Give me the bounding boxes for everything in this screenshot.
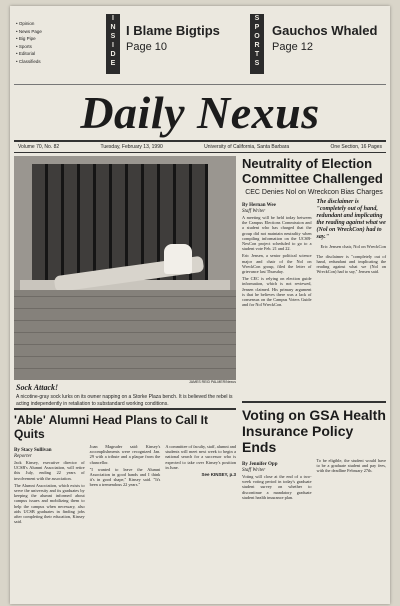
alumni-story xyxy=(14,408,236,526)
gsa-col-2 xyxy=(317,458,387,502)
sections-count: One Section, 16 Pages xyxy=(330,144,382,150)
byline-role: Reporter xyxy=(14,454,32,459)
masthead-title: Daily Nexus xyxy=(80,87,320,138)
byline-role: Staff Writer xyxy=(242,468,266,473)
sports-tag: S P O R T S xyxy=(250,14,264,74)
article-paragraph: "I wanted to leave the Alumni Association in good hands and I think it's in good shape," Kinsey said. "It's been a tremendous 22 years." xyxy=(89,466,161,488)
inside-page: Page 10 xyxy=(126,41,167,53)
photo-brick-wall xyxy=(14,290,236,380)
alumni-col-1 xyxy=(14,444,85,526)
byline-role: Staff Writer xyxy=(242,209,266,214)
index-item[interactable]: • Classifieds xyxy=(16,58,68,66)
byline-name: By Stacy Sullivan xyxy=(14,448,52,453)
sports-promo[interactable] xyxy=(272,24,384,54)
photo-caption: A nicotine-gray sock lurks on its owner napping on a Storke Plaza bench. It is believed the rebel is acting independently in retaliation to substandard working conditions. xyxy=(16,394,233,407)
pull-quote: The disclaimer is "completely out of hand, redundant and implicating the reading against what we (Nol on WreckCon) had to say." xyxy=(316,199,386,240)
dateline xyxy=(14,140,386,153)
neutrality-columns xyxy=(242,199,386,309)
jump-line[interactable]: See KINSEY, p.3 xyxy=(201,472,237,478)
inside-headline: I Blame Bigtips xyxy=(126,23,220,38)
gsa-byline xyxy=(242,462,312,474)
sports-page: Page 12 xyxy=(272,41,313,53)
neutrality-story xyxy=(242,156,386,309)
gsa-col-1 xyxy=(242,458,312,502)
gsa-story xyxy=(242,401,386,502)
front-photo xyxy=(14,156,236,380)
article-paragraph: Jack Kinsey, executive director of UCSB's Alumni Association, will retire this July, ending 22 years of involvement with the association. xyxy=(14,460,85,481)
gsa-headline[interactable]: Voting on GSA Health Insurance Policy Ends xyxy=(242,407,386,455)
inside-promo[interactable] xyxy=(126,24,236,54)
article-paragraph: Joan Magruder said: Kinsey's accomplishments were recognized Jan. 29 with a tribute and a plaque from the chancellor. xyxy=(89,444,161,465)
index-item[interactable]: • Sports xyxy=(16,43,68,51)
promo-strip xyxy=(14,10,386,85)
byline-name: By Hernan Wee xyxy=(242,203,276,208)
inside-tag: I N S I D E xyxy=(106,14,120,74)
neutrality-headline[interactable]: Neutrality of Election Committee Challenged xyxy=(242,156,383,186)
alumni-headline[interactable]: 'Able' Alumni Head Plans to Call It Quits xyxy=(14,413,208,441)
article-paragraph: Voting will close at the end of a two-week voting period in today's graduate student survey on whether to discontinue a mandatory graduate student health insurance plan. xyxy=(242,474,312,500)
index-list xyxy=(16,20,68,65)
neutrality-col-2 xyxy=(317,199,387,309)
neutrality-byline xyxy=(242,203,312,215)
volume: Volume 70, No. 82 xyxy=(18,144,60,150)
neutrality-col-1 xyxy=(242,199,312,309)
alumni-col-2 xyxy=(90,444,161,526)
article-paragraph: A committee of faculty, staff, alumni and students will meet next week to begin a national search for a successor who is expected to take over Kinsey's position in June. xyxy=(165,444,237,470)
index-item[interactable]: • Big Pipe xyxy=(16,35,68,43)
photo-caption-title: Sock Attack! xyxy=(16,383,59,392)
article-paragraph: A meeting will be held today between the Campus Elections Commission and a student who has charged that the group did not maintain neutrality when compiling information on the UCSB-NexCon project scheduled to go to a student vote Feb. 21 and 22. xyxy=(242,215,312,252)
newspaper-front-page xyxy=(10,6,390,604)
index-item[interactable]: • Opinion xyxy=(16,20,68,28)
pull-quote-attribution: Eric Jensen chair, Nol on WreckCon xyxy=(320,244,386,249)
sports-headline: Gauchos Whaled xyxy=(272,23,378,38)
alumni-byline xyxy=(14,448,85,460)
university: University of California, Santa Barbara xyxy=(204,144,290,150)
alumni-columns xyxy=(14,444,236,526)
issue-date: Tuesday, February 13, 1990 xyxy=(100,144,163,150)
photo-credit: JAMES REID PALMER/Nexus xyxy=(188,380,236,384)
index-item[interactable]: • Editorial xyxy=(16,50,68,58)
article-paragraph: Eric Jensen, a senior political science major and chair of the Nol on WreckCon group, filed the letter of grievance last Thursday. xyxy=(242,253,312,275)
article-paragraph: The Alumni Association, which exists to serve the university and its graduates by keeping the alumni informed about campus issues and mobilizing them to help the campus when necessary, also aids UCSB graduates in finding jobs after completing their education, Kinsey said. xyxy=(14,482,85,525)
article-paragraph: The disclaimer is "completely out of hand, redundant and implicating the reading against what we (Nol on WreckCon) had to say," Jensen said. xyxy=(316,253,386,275)
index-item[interactable]: • News Page xyxy=(16,28,68,36)
photo-sock xyxy=(164,244,192,274)
neutrality-deck: CEC Denies Nol on Wreckcon Bias Charges xyxy=(245,189,383,196)
article-paragraph: To be eligible, the student would have to be a graduate student and pay fees, with the deadline February 27th. xyxy=(316,458,386,474)
article-paragraph: The CEC is relying on election guide information, which is not reviewed, Jensen claimed. His primary argument is that he believes there was a lack of consensus on the Campus Voters Guide and for Nol WreckCon. xyxy=(242,276,312,308)
alumni-col-3 xyxy=(165,444,236,526)
byline-name: By Jennifer Opp xyxy=(242,462,278,467)
gsa-columns xyxy=(242,458,386,502)
